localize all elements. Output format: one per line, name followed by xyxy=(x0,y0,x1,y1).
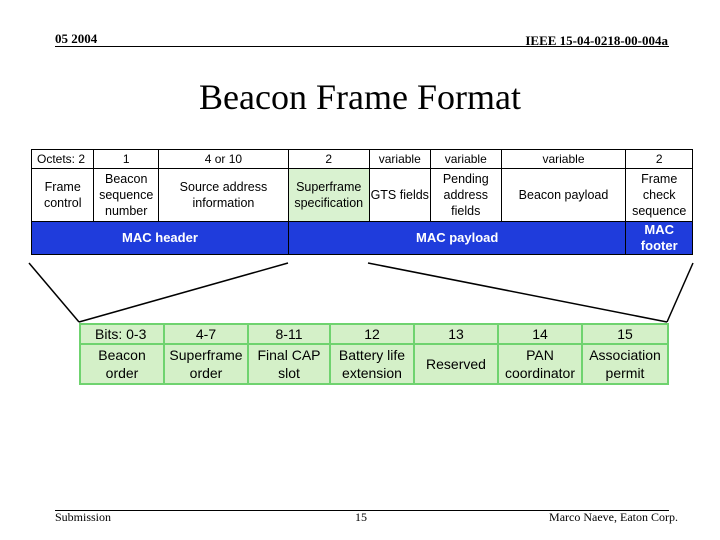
bits-cell: 12 xyxy=(330,324,414,344)
superframe-spec-table xyxy=(79,323,669,385)
octets-cell: 1 xyxy=(94,150,158,169)
field-cell: Pending address fields xyxy=(430,169,501,222)
mac-footer-cell: MAC footer xyxy=(626,222,693,255)
subfield-cell: Superframe order xyxy=(164,344,248,384)
octets-cell: variable xyxy=(501,150,626,169)
superframe-right-line xyxy=(368,263,667,322)
bits-row xyxy=(80,324,668,344)
left-expansion-line xyxy=(29,263,79,322)
octets-cell: 2 xyxy=(626,150,693,169)
subfield-cell: Reserved xyxy=(414,344,498,384)
field-cell: Frame control xyxy=(32,169,94,222)
field-cell: Source address information xyxy=(158,169,288,222)
field-cell: Beacon payload xyxy=(501,169,626,222)
footer-submission: Submission xyxy=(55,510,112,524)
footer-page-number: 15 xyxy=(355,510,367,524)
octets-cell: variable xyxy=(369,150,430,169)
header-date: 05 2004 xyxy=(55,31,98,46)
mac-payload-cell: MAC payload xyxy=(288,222,626,255)
right-expansion-line xyxy=(667,263,693,322)
subfield-row xyxy=(80,344,668,384)
subfield-cell: Final CAP slot xyxy=(248,344,330,384)
octets-cell: Octets: 2 xyxy=(32,150,94,169)
subfield-cell: Battery life extension xyxy=(330,344,414,384)
beacon-frame-table xyxy=(31,149,693,255)
octets-cell: 2 xyxy=(288,150,369,169)
superframe-spec-cell: Superframe specification xyxy=(288,169,369,222)
bits-cell: 4-7 xyxy=(164,324,248,344)
bits-cell: 14 xyxy=(498,324,582,344)
fields-row xyxy=(32,169,693,222)
superframe-left-line xyxy=(79,263,288,322)
mac-header-cell: MAC header xyxy=(32,222,289,255)
bits-cell: Bits: 0-3 xyxy=(80,324,164,344)
octets-row xyxy=(32,150,693,169)
subfield-cell: Association permit xyxy=(582,344,668,384)
header-rule xyxy=(55,46,669,47)
slide-title: Beacon Frame Format xyxy=(199,77,521,117)
mac-bar-row xyxy=(32,222,693,255)
header-doc-id: IEEE 15-04-0218-00-004a xyxy=(525,33,668,48)
subfield-cell: Beacon order xyxy=(80,344,164,384)
bits-cell: 8-11 xyxy=(248,324,330,344)
octets-cell: 4 or 10 xyxy=(158,150,288,169)
subfield-cell: PAN coordinator xyxy=(498,344,582,384)
bits-cell: 15 xyxy=(582,324,668,344)
bits-cell: 13 xyxy=(414,324,498,344)
octets-cell: variable xyxy=(430,150,501,169)
field-cell: GTS fields xyxy=(369,169,430,222)
field-cell: Frame check sequence xyxy=(626,169,693,222)
footer-author: Marco Naeve, Eaton Corp. xyxy=(549,510,678,524)
field-cell: Beacon sequence number xyxy=(94,169,158,222)
